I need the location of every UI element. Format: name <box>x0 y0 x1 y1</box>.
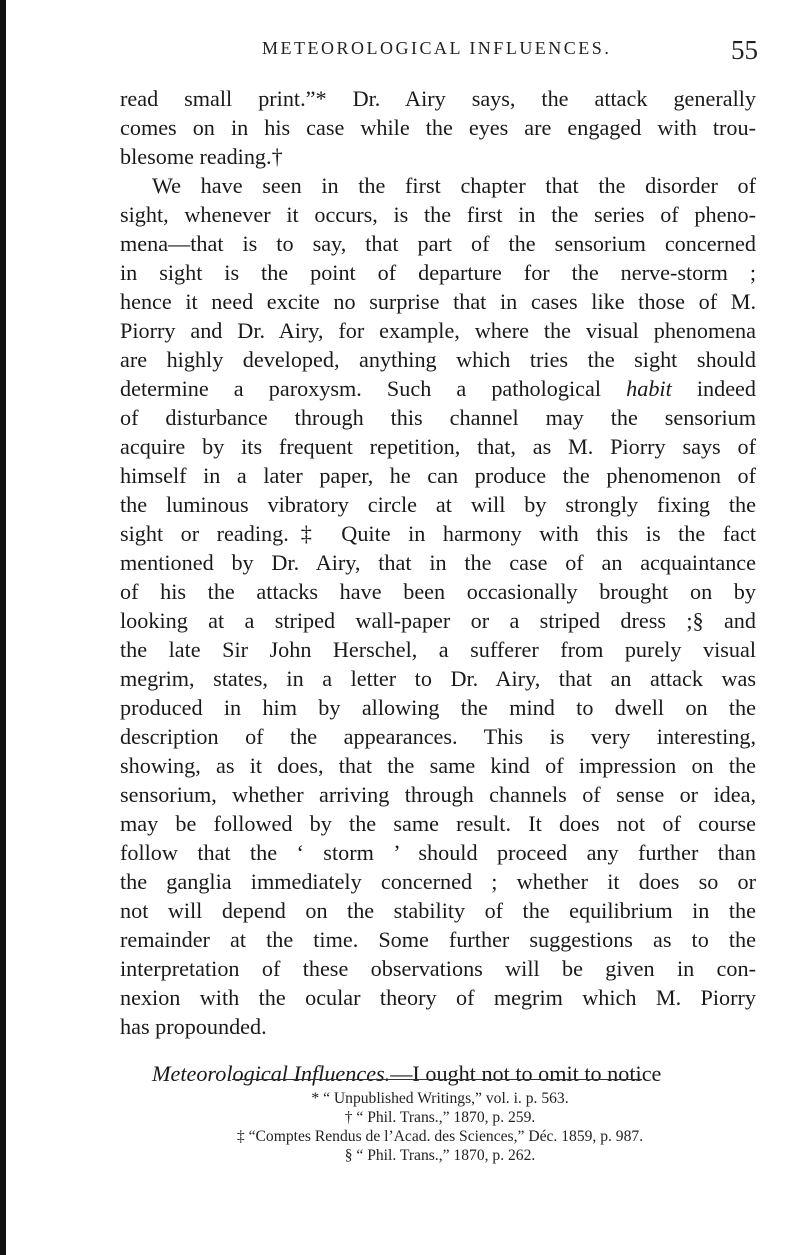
body-line: sensorium, whether arriving through channels of sense or idea, <box>120 782 756 807</box>
body-line: blesome reading.† <box>120 144 283 169</box>
body-line: produced in him by allowing the mind to dwell on the <box>120 695 756 720</box>
footnote: * “ Unpublished Writings,” vol. i. p. 563. <box>311 1090 569 1107</box>
body-line: are highly developed, anything which tries the sight should <box>120 347 756 372</box>
body-line: the late Sir John Herschel, a sufferer from purely visual <box>120 637 756 662</box>
body-line <box>120 374 756 403</box>
footnote-rule <box>232 1079 642 1080</box>
body-line: not will depend on the stability of the equilibrium in the <box>120 898 756 923</box>
footnote: § “ Phil. Trans.,” 1870, p. 262. <box>344 1147 536 1164</box>
body-line: the ganglia immediately concerned ; whether it does so or <box>120 869 756 894</box>
body-line: mentioned by Dr. Airy, that in the case of an acquaintance <box>120 550 756 575</box>
body-line: in sight is the point of departure for the nerve-storm ; <box>120 260 756 285</box>
footnotes <box>160 1089 720 1165</box>
body-line: comes on in his case while the eyes are engaged with trou- <box>120 115 756 140</box>
body-line: has propounded. <box>120 1014 267 1039</box>
body-line: looking at a striped wall-paper or a striped dress ;§ and <box>120 608 756 633</box>
body-line: of disturbance through this channel may the sensorium <box>120 405 756 430</box>
section-heading: Meteorological Influences. <box>152 1061 391 1086</box>
body-line-lead: determine a paroxysm. Such a pathological <box>120 376 627 401</box>
section-text: —I ought not to omit to notice <box>390 1061 662 1086</box>
body-line: megrim, states, in a letter to Dr. Airy, that an attack was <box>120 666 756 691</box>
page-header <box>118 35 758 68</box>
body-line: may be followed by the same result. It does not of course <box>120 811 756 836</box>
running-head: METEOROLOGICAL INFLUENCES. <box>262 38 612 58</box>
body-line: the luminous vibratory circle at will by strongly fixing the <box>120 492 756 517</box>
body-line: himself in a later paper, he can produce the phenomenon of <box>120 463 756 488</box>
body-line: hence it need excite no surprise that in cases like those of M. <box>120 289 756 314</box>
body-line-tail: indeed <box>671 376 756 401</box>
body-line: nexion with the ocular theory of megrim which M. Piorry <box>120 985 756 1010</box>
body-line: remainder at the time. Some further suggestions as to the <box>120 927 756 952</box>
body-text <box>120 84 756 1088</box>
body-line: interpretation of these observations will be given in con- <box>120 956 756 981</box>
body-line: follow that the ‘ storm ’ should proceed any further than <box>120 840 756 865</box>
body-line: Piorry and Dr. Airy, for example, where the visual phenomena <box>120 318 756 343</box>
body-line: showing, as it does, that the same kind of impression on the <box>120 753 756 778</box>
body-line: acquire by its frequent repetition, that, as M. Piorry says of <box>120 434 756 459</box>
footnote: † “ Phil. Trans.,” 1870, p. 259. <box>344 1109 536 1126</box>
habit-emphasis: habit <box>626 376 672 401</box>
section-line <box>120 1059 756 1088</box>
paragraph-start-line: We have seen in the first chapter that the disorder of <box>152 173 756 198</box>
paragraph-gap <box>120 1041 756 1059</box>
body-line: mena—that is to say, that part of the sensorium concerned <box>120 231 756 256</box>
body-line: sight, whenever it occurs, is the first in the series of pheno- <box>120 202 756 227</box>
footnote: ‡ “Comptes Rendus de l’Acad. des Sciences,” Déc. 1859, p. 987. <box>236 1128 644 1145</box>
page-gutter-shadow <box>0 0 6 1255</box>
page-number: 55 <box>731 35 758 65</box>
body-line: read small print.”* Dr. Airy says, the attack generally <box>120 86 756 111</box>
body-line: of his the attacks have been occasionally brought on by <box>120 579 756 604</box>
body-line: sight or reading.‡ Quite in harmony with this is the fact <box>120 521 756 546</box>
body-line: description of the appearances. This is very interesting, <box>120 724 756 749</box>
